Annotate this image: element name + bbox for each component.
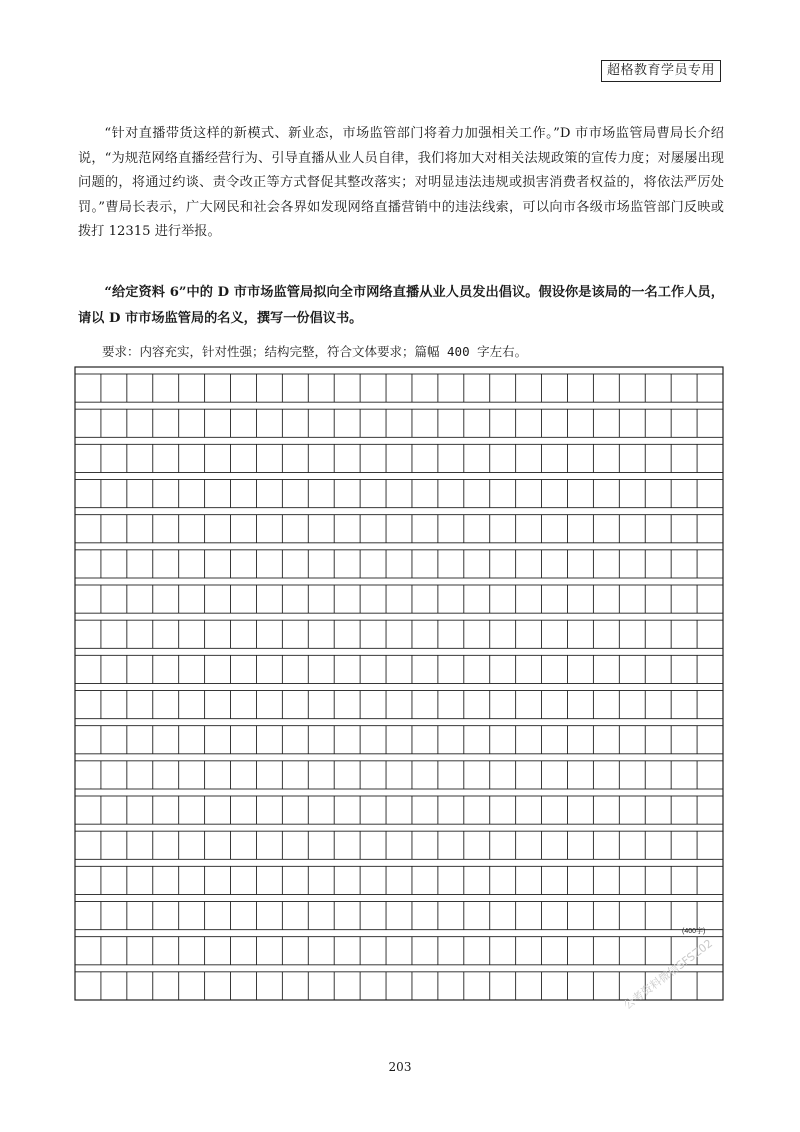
grid-row[interactable] — [75, 761, 723, 789]
grid-row[interactable] — [75, 515, 723, 543]
grid-row[interactable] — [75, 409, 723, 437]
grid-row[interactable] — [75, 691, 723, 719]
grid-row[interactable] — [75, 550, 723, 578]
page-number: 203 — [388, 1060, 412, 1074]
material-paragraph: “针对直播带货这样的新模式、新业态，市场监管部门将着力加强相关工作。”D 市市场监管局曹局长介绍说，“为规范网络直播经营行为、引导直播从业人员自律，我们将加大对相关法规政策的宣传力度；对屡屡出现问题的，将通过约谈、责令改正等方式督促其整改落实；对明显违法违规或损害消费者权益的，将依法严厉处罚。”曹局长表示，广大网民和社会各界如发现网络直播营销中的违法线索，可以向市各级市场监管部门反映或拨打 12315 进行举报。 — [78, 126, 724, 239]
question-prompt: “给定资料 6”中的 D 市市场监管局拟向全市网络直播从业人员发出倡议。假设你是该局的一名工作人员，请以 D 市市场监管局的名义，撰写一份倡议书。 — [78, 285, 724, 326]
grid-row[interactable] — [75, 444, 723, 472]
grid-row[interactable] — [75, 831, 723, 859]
grid-row[interactable] — [75, 937, 723, 965]
grid-row[interactable] — [75, 585, 723, 613]
grid-row[interactable] — [75, 620, 723, 648]
grid-row[interactable] — [75, 374, 723, 402]
header-label: 超格教育学员专用 — [601, 60, 721, 82]
grid-row[interactable] — [75, 902, 723, 930]
watermark: 公考资料微信SFSZ02 — [621, 936, 715, 1012]
word-count-mark: (400字) — [682, 928, 706, 935]
grid-row[interactable] — [75, 655, 723, 683]
grid-row[interactable] — [75, 726, 723, 754]
grid-row[interactable] — [75, 480, 723, 508]
grid-row[interactable] — [75, 866, 723, 894]
question-requirements: 要求：内容充实，针对性强；结构完整，符合文体要求；篇幅 400 字左右。 — [102, 344, 528, 359]
grid-row[interactable] — [75, 796, 723, 824]
